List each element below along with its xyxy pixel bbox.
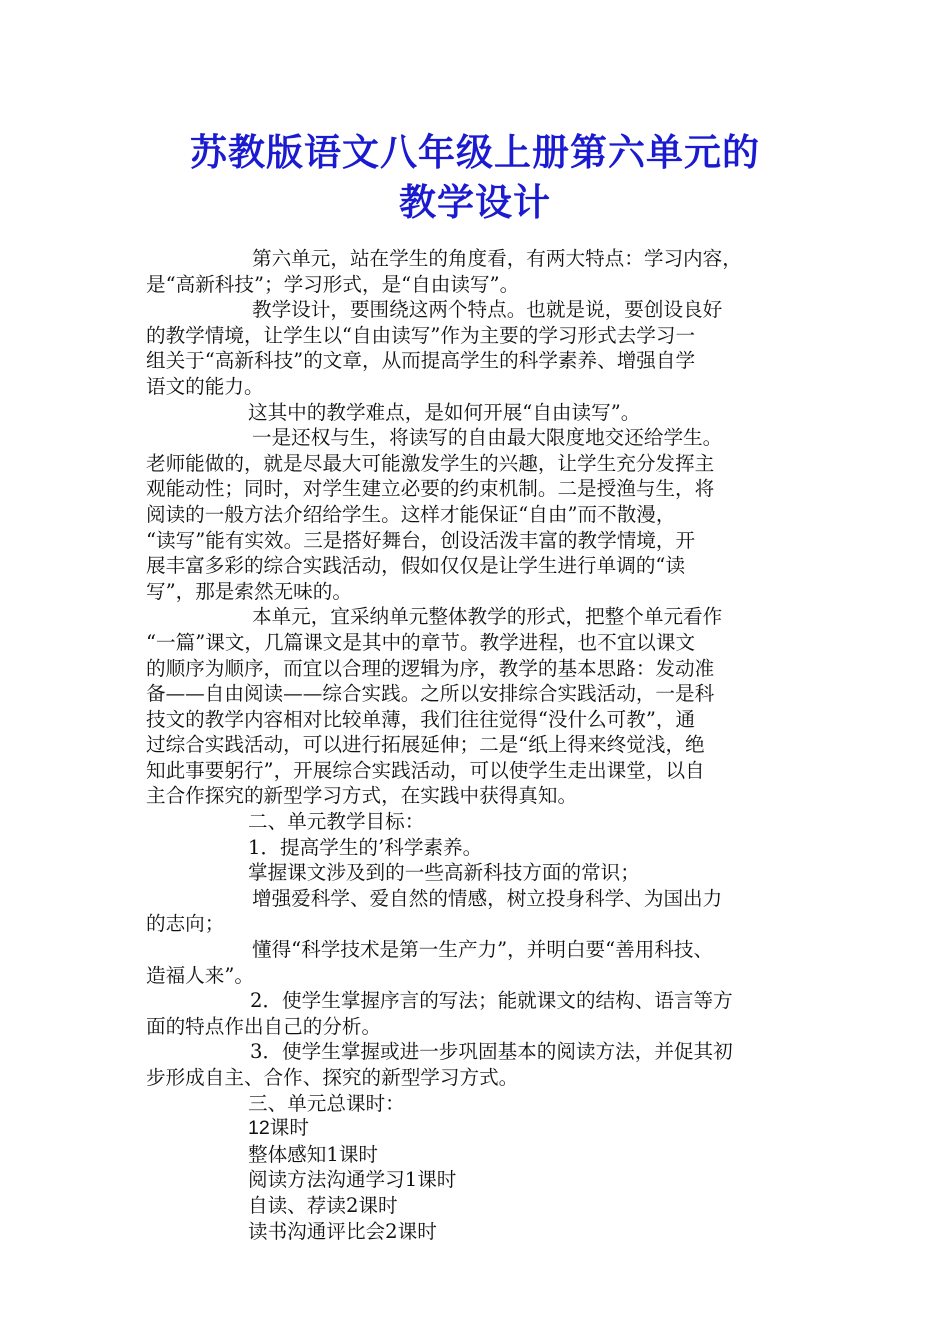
section-heading: 三、单元总课时： [248,1091,405,1115]
schedule-line: 整体感知1课时 [248,1142,379,1166]
paragraph-line: 技文的教学内容相对比较单薄，我们往往觉得“没什么可教”，通 [146,707,696,731]
paragraph-line: 观能动性；同时，对学生建立必要的约束机制。二是授渔与生，将 [146,477,715,501]
paragraph-line: 的顺序为顺序，而宜以合理的逻辑为序，教学的基本思路：发动准 [146,656,715,680]
paragraph-line: 本单元，宜采纳单元整体教学的形式，把整个单元看作 [252,605,723,629]
paragraph-line: 一是还权与生，将读写的自由最大限度地交还给学生。 [252,426,723,450]
paragraph-line: 教学设计，要围绕这两个特点。也就是说，要创设良好 [252,298,723,322]
paragraph-line: 老师能做的，就是尽最大可能激发学生的兴趣，让学生充分发挥主 [146,451,715,475]
paragraph-line: 过综合实践活动，可以进行拓展延伸；二是“纸上得来终觉浅，绝 [146,733,705,757]
paragraph-line: 3．使学生掌握或进一步巩固基本的阅读方法，并促其初 [250,1040,733,1064]
paragraph-line: “一篇”课文，几篇课文是其中的章节。教学进程，也不宜以课文 [146,630,696,654]
paragraph-line: 第六单元，站在学生的角度看，有两大特点：学习内容， [252,247,742,270]
paragraph-line: 掌握课文涉及到的一些高新科技方面的常识； [248,861,640,885]
title-line-1: 苏教版语文八年级上册第六单元的 [190,131,760,174]
schedule-line: 12课时 [248,1117,309,1140]
paragraph-line: 2．使学生掌握序言的写法；能就课文的结构、语言等方 [250,989,733,1013]
paragraph-line: 是“高新科技”；学习形式，是“自由读写”。 [146,272,520,296]
paragraph-line: 这其中的教学难点，是如何开展“自由读写”。 [248,400,641,424]
paragraph-line: 主合作探究的新型学习方式，在实践中获得真知。 [146,784,578,808]
paragraph-line: 的志向； [146,912,225,936]
paragraph-line: 写”，那是索然无味的。 [146,579,352,603]
paragraph-line: 面的特点作出自己的分析。 [146,1014,382,1038]
paragraph-line: 懂得“科学技术是第一生产力”，并明白要“善用科技、 [252,938,714,962]
section-heading: 二、单元教学目标： [248,810,425,834]
paragraph-line: 知此事要躬行”，开展综合实践活动，可以使学生走出课堂，以自 [146,758,705,782]
schedule-line: 读书沟通评比会2课时 [248,1219,437,1243]
paragraph-line: 增强爱科学、爱自然的情感，树立投身科学、为国出力 [252,886,723,910]
paragraph-line: 造福人来”。 [146,963,254,987]
paragraph-line: 阅读的一般方法介绍给学生。这样才能保证“自由”而不散漫， [146,502,676,526]
paragraph-line: 1．提高学生的’科学素养。 [248,835,483,859]
schedule-line: 阅读方法沟通学习1课时 [248,1168,457,1192]
paragraph-line: 组关于“高新科技”的文章，从而提高学生的科学素养、增强自学 [146,349,696,373]
paragraph-line: 语文的能力。 [146,374,264,398]
paragraph-line: 展丰富多彩的综合实践活动，假如仅仅是让学生进行单调的“读 [146,554,686,578]
paragraph-line: 的教学情境，让学生以“自由读写”作为主要的学习形式去学习一 [146,323,696,347]
paragraph-line: 备——自由阅读——综合实践。之所以安排综合实践活动，一是科 [146,682,715,706]
document-body [146,246,822,1244]
schedule-line: 自读、荐读2课时 [248,1193,398,1217]
paragraph-line: “读写”能有实效。三是搭好舞台，创设活泼丰富的教学情境，开 [146,528,696,552]
paragraph-line: 步形成自主、合作、探究的新型学习方式。 [146,1066,519,1089]
title-line-2: 教学设计 [399,181,551,224]
document-title [0,128,950,228]
